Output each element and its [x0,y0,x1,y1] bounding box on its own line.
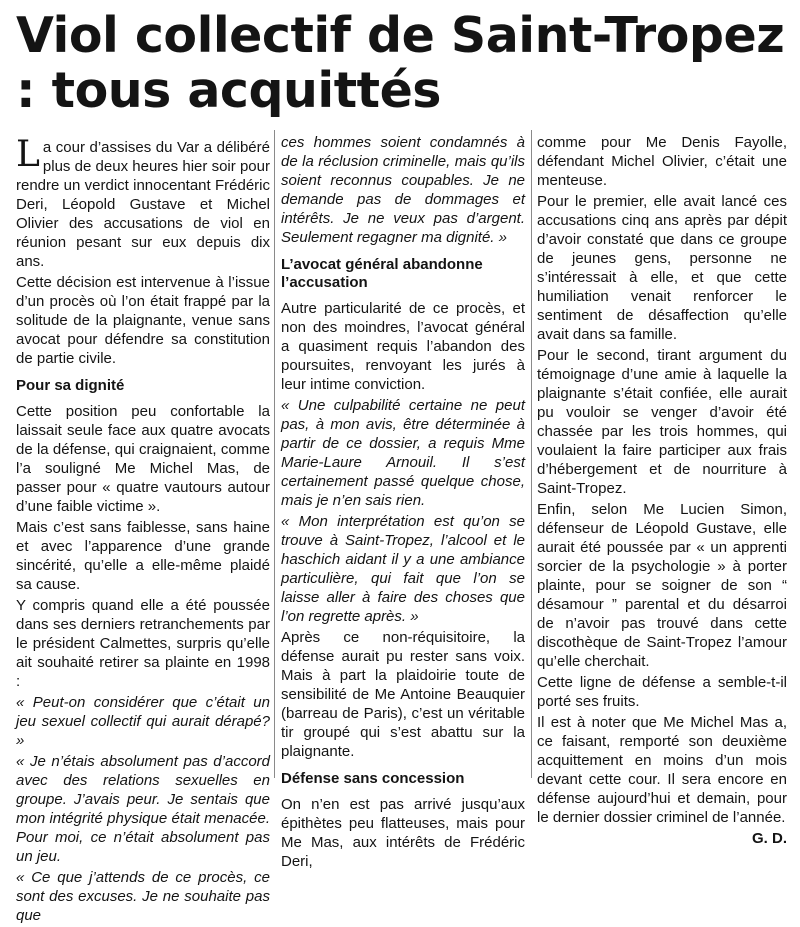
paragraph: Pour le second, tirant argument du témoignage d’une amie à laquelle la plaignante s’était confiée, elle aurait pu vouloir se venger d’avoir été chassée par les trois hommes, qui voulaient la faire participer aux frais d’hébergement et de nourriture à Saint-Tropez. [537,347,787,497]
quote-paragraph: « Peut-on considérer que c’était un jeu sexuel collectif qui aurait dérapé? » [16,694,270,749]
quote-paragraph: « Mon interprétation est qu’on se trouve à Saint-Tropez, l’alcool et le haschich aidant il y a une ambiance particulière, qui fait que l’on se laisse aller à faire des choses que l’on regrette après. » [281,513,525,625]
paragraph: Pour le premier, elle avait lancé ces accusations cinq ans après par dépit d’avoir constaté que dans ce groupe de jeunes gens, personne ne s’intéressait à elle, et que cette humiliation venait renforcer le sentiment de désaffection qu’elle avait dans sa famille. [537,193,787,343]
paragraph: Cette position peu confortable la laissait seule face aux quatre avocats de la défense, qui craignaient, comme l’a souligné Me Michel Mas, de passer pour « quatre vautours autour d’une faible victime ». [16,403,270,515]
paragraph: On n’en est pas arrivé jusqu’aux épithètes peu flatteuses, mais pour Me Mas, aux intérêts de Frédéric Deri, [281,796,525,870]
paragraph: comme pour Me Denis Fayolle, défendant Michel Olivier, c’était une menteuse. [537,134,787,189]
quote-paragraph: ces hommes soient condamnés à de la réclusion criminelle, mais qu’ils soient reconnus coupables. Je ne demande pas de dommages et intérêts. Je ne veux pas d’argent. Seulement regagner ma dignité. » [281,134,525,246]
paragraph: Autre particularité de ce procès, et non des moindres, l’avocat général a quasiment requis l’abandon des poursuites, renvoyant les jurés à leur intime conviction. [281,300,525,393]
quote-paragraph: « Je n’étais absolument pas d’accord avec des relations sexuelles en groupe. J’avais peur. Je sentais que mon intégrité physique était menacée. Pour moi, ce n’était absolument pas un jeu. [16,753,270,865]
paragraph: Cette décision est intervenue à l’issue d’un procès où l’on était frappé par la solitude de la plaignante, venue sans avocat pour défendre sa constitution de partie civile. [16,274,270,367]
subheading: Défense sans concession [281,770,465,787]
article-headline: Viol collectif de Saint-Tropez : tous acquittés [16,7,785,119]
paragraph: Il est à noter que Me Michel Mas a, ce faisant, remporté son deuxième acquittement en moins d’un mois devant cette cour. Il sera encore en défense aujourd’hui et demain, pour le dernier dossier criminel de l’année. [537,714,787,826]
paragraph: Y compris quand elle a été poussée dans ses derniers retranchements par le président Calmettes, surpris qu’elle ait souhaité retirer sa plainte en 1998 : [16,597,270,690]
column-divider [531,130,532,778]
quote-paragraph: « Une culpabilité certaine ne peut pas, à mon avis, être déterminée à partir de ce dossier, a requis Mme Marie-Laure Arnouil. Il s’est certainement passé quelque chose, mais je n’en sais rien. [281,397,525,509]
article-column-3 [537,133,787,850]
paragraph: Mais c’est sans faiblesse, sans haine et avec l’apparence d’une grande sincérité, qu’elle a elle-même plaidé sa cause. [16,519,270,593]
article-column-2 [281,133,525,873]
paragraph: Enfin, selon Me Lucien Simon, défenseur de Léopold Gustave, elle aurait été poussée par « un apprenti sorcier de la psychologie » à porter plainte, pour se soigner de son “ désamour ” parental et du désarroi de n’avoir pas trouvé dans cette discothèque de Saint-Tropez l’amour qu’elle cherchait. [537,501,787,670]
article-column-1 [16,134,270,927]
paragraph: Après ce non-réquisitoire, la défense aurait pu rester sans voix. Mais à part la plaidoirie toute de sensibilité de Me Antoine Beauquier (barreau de Paris), c’est un véritable tir groupé qui s’est abattu sur la plaignante. [281,629,525,760]
subheading: L’avocat général abandonne l’accusation [281,256,483,291]
quote-paragraph: « Ce que j’attends de ce procès, ce sont des excuses. Je ne souhaite pas que [16,869,270,924]
column-divider [274,130,275,778]
paragraph: Cette ligne de défense a semble-t-il porté ses fruits. [537,674,787,710]
author-signature: G. D. [751,830,787,847]
subheading: Pour sa dignité [16,377,125,394]
lead-paragraph: La cour d’assises du Var a délibéré plus de deux heures hier soir pour rendre un verdict innocentant Frédéric Deri, Léopold Gustave et Michel Olivier des accusations de viol en réunion pesant sur eux depuis dix ans. [16,134,270,270]
